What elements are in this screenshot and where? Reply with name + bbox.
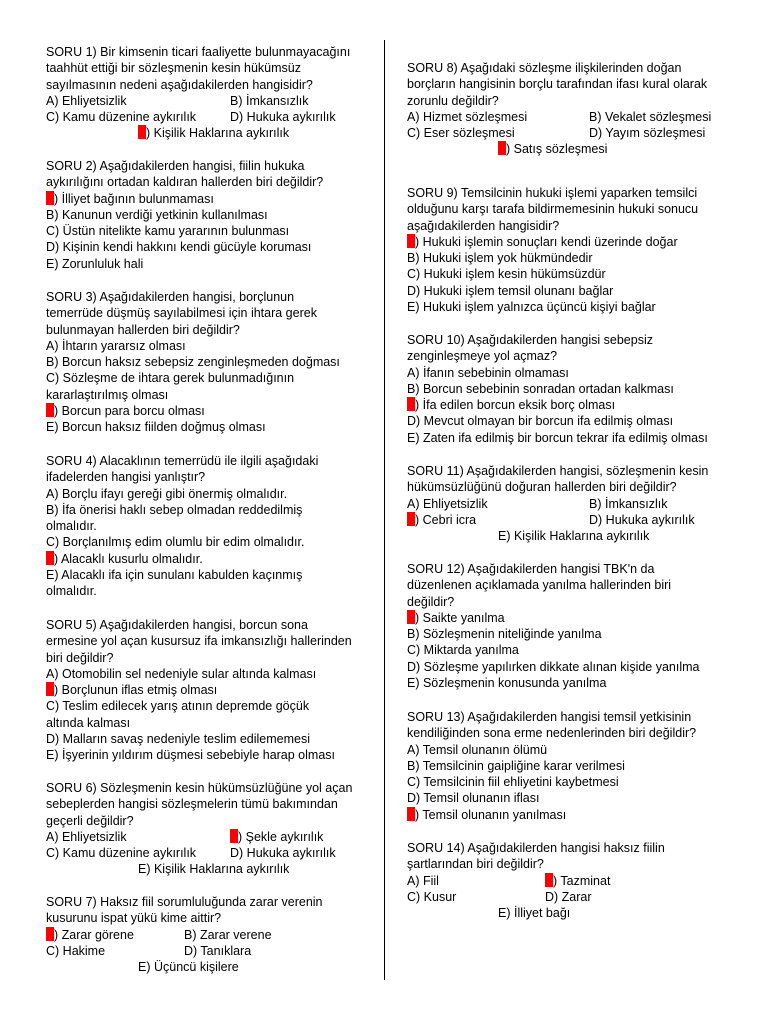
option-c[interactable] <box>407 512 589 528</box>
option-b[interactable]: B) Borcun sebebinin sonradan ortadan kalkması <box>407 381 674 396</box>
question-stem: SORU 1) Bir kimsenin ticari faaliyette bulunmayacağını taahhüt ettiği bir sözleşmenin kesin hükümsüz sayılmasının nedeni aşağıdakilerden hangisidir? <box>46 45 351 92</box>
option-e[interactable]: E) İlliyet bağı <box>498 906 571 921</box>
options-row <box>407 496 725 512</box>
option-d[interactable] <box>46 403 362 419</box>
option-text: ) Borçlunun iflas etmiş olması <box>54 683 218 698</box>
option-d[interactable]: D) Sözleşme yapılırken dikkate alınan kişide yanılma <box>407 659 700 674</box>
option-b[interactable]: B) Vekalet sözleşmesi <box>589 109 712 124</box>
option-b[interactable]: B) Zarar verene <box>184 927 272 942</box>
option-c[interactable]: C) Eser sözleşmesi <box>407 126 515 141</box>
option-a[interactable] <box>46 927 184 943</box>
option-c[interactable]: C) Hakime <box>46 943 106 958</box>
answer-marker <box>46 403 54 417</box>
question-11 <box>407 463 725 544</box>
option-a[interactable]: A) Otomobilin sel nedeniyle sular altında kalması <box>46 666 317 681</box>
question-3 <box>46 289 362 436</box>
question-stem: SORU 3) Aşağıdakilerden hangisi, borçlunun temerrüde düşmüş sayılabilmesi için ihtara gerek bulunmayan hallerden biri değildir? <box>46 290 317 337</box>
question-stem: SORU 14) Aşağıdakilerden hangisi haksız fiilin şartlarından biri değildir? <box>407 841 665 872</box>
options-row <box>46 109 362 125</box>
option-d[interactable]: D) Yayım sözleşmesi <box>589 126 706 141</box>
question-5 <box>46 617 362 764</box>
option-text: ) Şekle aykırılık <box>238 829 324 844</box>
option-b[interactable]: B) Borcun haksız sebepsiz zenginleşmeden doğması <box>46 355 340 370</box>
answer-marker <box>498 141 506 155</box>
option-a[interactable]: A) Ehliyetsizlik <box>46 93 127 108</box>
option-c[interactable]: C) Teslim edilecek yarış atının depremde göçük altında kalması <box>46 699 310 730</box>
option-b[interactable]: B) Hukuki işlem yok hükmündedir <box>407 251 593 266</box>
option-c[interactable]: C) Hukuki işlem kesin hükümsüzdür <box>407 267 606 282</box>
options-row <box>407 125 725 141</box>
option-a[interactable] <box>407 610 725 626</box>
option-text: ) Tazminat <box>553 873 611 888</box>
question-stem: SORU 4) Alacaklının temerrüdü ile ilgili aşağıdaki ifadelerden hangisi yanlıştır? <box>46 454 319 485</box>
option-e[interactable]: E) Alacaklı ifa için sunulanı kabulden kaçınmış olmalıdır. <box>46 568 303 599</box>
option-a[interactable] <box>407 234 725 250</box>
answer-marker <box>407 234 415 248</box>
question-stem: SORU 10) Aşağıdakilerden hangisi sebepsiz zenginleşmeye yol açmaz? <box>407 333 653 364</box>
question-12 <box>407 561 725 691</box>
option-b[interactable]: B) Sözleşmenin niteliğinde yanılma <box>407 627 602 642</box>
question-10 <box>407 332 725 446</box>
question-1 <box>46 44 362 142</box>
question-stem: SORU 5) Aşağıdakilerden hangisi, borcun sona ermesine yol açan kusursuz ifa imkansızlığı hallerinden biri değildir? <box>46 618 352 665</box>
answer-marker <box>138 125 146 139</box>
option-c[interactable]: C) Temsilcinin fiil ehliyetini kaybetmesi <box>407 775 619 790</box>
option-b[interactable] <box>46 682 362 698</box>
option-b[interactable]: B) İmkansızlık <box>230 93 309 108</box>
option-b[interactable] <box>545 873 610 889</box>
answer-marker <box>407 397 415 411</box>
answer-marker <box>46 927 54 941</box>
option-d[interactable]: D) Hukuka aykırılık <box>589 512 695 527</box>
option-text: ) Saikte yanılma <box>415 610 505 625</box>
answer-marker <box>46 682 54 696</box>
option-a[interactable]: A) Temsil olunanın ölümü <box>407 742 548 757</box>
option-e[interactable]: E) Zorunluluk hali <box>46 256 144 271</box>
option-c[interactable]: C) Kusur <box>407 889 457 904</box>
option-text: ) Alacaklı kusurlu olmalıdır. <box>54 551 203 566</box>
option-b[interactable]: B) İmkansızlık <box>589 496 668 511</box>
question-stem: SORU 12) Aşağıdakilerden hangisi TBK'n da düzenlenen açıklamada yanılma hallerinden biri değildir? <box>407 562 672 609</box>
answer-marker <box>46 191 54 205</box>
option-e[interactable]: E) Zaten ifa edilmiş bir borcun tekrar ifa edilmiş olması <box>407 430 708 445</box>
option-d[interactable]: D) Mevcut olmayan bir borcun ifa edilmiş olması <box>407 414 674 429</box>
option-e[interactable]: E) İşyerinin yıldırım düşmesi sebebiyle harap olması <box>46 748 336 763</box>
option-d[interactable]: D) Temsil olunanın iflası <box>407 791 540 806</box>
option-text: ) Cebri icra <box>415 512 477 527</box>
option-e[interactable] <box>407 141 725 157</box>
option-b[interactable]: B) Kanunun verdiği yetkinin kullanılması <box>46 207 268 222</box>
answer-marker <box>407 610 415 624</box>
option-c[interactable] <box>407 397 725 413</box>
question-stem: SORU 2) Aşağıdakilerden hangisi, fiilin hukuka aykırılığını ortadan kaldıran hallerden biri değildir? <box>46 159 324 190</box>
option-c[interactable]: C) Kamu düzenine aykırılık <box>46 110 197 125</box>
question-stem: SORU 9) Temsilcinin hukuki işlemi yaparken temsilci olduğunu karşı tarafa bildirmemesinin hukuki sonucu aşağıdakilerden hangisidir? <box>407 186 699 233</box>
option-a[interactable] <box>46 191 362 207</box>
question-stem: SORU 8) Aşağıdaki sözleşme ilişkilerinden doğan borçların hangisinin borçlu tarafından ifası kural olarak zorunlu değildir? <box>407 61 708 108</box>
answer-marker <box>407 807 415 821</box>
options-row <box>46 93 362 109</box>
option-d[interactable]: D) Hukuka aykırılık <box>230 110 336 125</box>
options-row <box>46 829 362 845</box>
option-a[interactable]: A) Hizmet sözleşmesi <box>407 109 528 124</box>
option-c[interactable]: C) Sözleşme de ihtara gerek bulunmadığının kararlaştırılmış olması <box>46 371 295 402</box>
option-a[interactable]: A) Fiil <box>407 873 439 888</box>
question-4 <box>46 453 362 600</box>
question-stem: SORU 13) Aşağıdakilerden hangisi temsil yetkisinin kendiliğinden sona erme nedenlerinden biri değildir? <box>407 710 697 741</box>
option-d[interactable]: D) Hukuka aykırılık <box>230 846 336 861</box>
question-stem: SORU 6) Sözleşmenin kesin hükümsüzlüğüne yol açan sebeplerden hangisi sözleşmelerin tümü bakımından geçerli değildir? <box>46 781 353 828</box>
answer-marker <box>230 829 238 843</box>
option-d[interactable]: D) Tanıklara <box>184 943 252 958</box>
option-text: ) Borcun para borcu olması <box>54 404 205 419</box>
question-stem: SORU 11) Aşağıdakilerden hangisi, sözleşmenin kesin hükümsüzlüğünü doğuran hallerden biri değildir? <box>407 464 709 495</box>
option-a[interactable]: A) Borçlu ifayı gereği gibi önermiş olmalıdır. <box>46 486 288 501</box>
option-b[interactable] <box>230 829 323 845</box>
options-row <box>46 943 362 959</box>
option-a[interactable]: A) İfanın sebebinin olmaması <box>407 365 569 380</box>
question-6 <box>46 780 362 878</box>
option-c[interactable]: C) Borçlanılmış edim olumlu bir edim olmalıdır. <box>46 535 305 550</box>
option-d[interactable] <box>46 551 362 567</box>
options-row <box>407 873 725 889</box>
option-text: ) Hukuki işlemin sonuçları kendi üzerinde doğar <box>415 234 678 249</box>
options-row <box>407 889 725 905</box>
answer-marker <box>545 873 553 887</box>
option-c[interactable]: C) Üstün nitelikte kamu yararının bulunması <box>46 224 290 239</box>
option-e[interactable]: E) Sözleşmenin konusunda yanılma <box>407 676 607 691</box>
options-row <box>407 512 725 528</box>
option-c[interactable]: C) Miktarda yanılma <box>407 643 519 658</box>
option-e[interactable] <box>46 125 362 141</box>
options-row <box>46 845 362 861</box>
option-b[interactable]: B) İfa önerisi haklı sebep olmadan reddedilmiş olmalıdır. <box>46 502 303 534</box>
option-e[interactable]: E) Hukuki işlem yalnızca üçüncü kişiyi bağlar <box>407 300 656 315</box>
option-text: ) Temsil olunanın yanılması <box>415 807 567 822</box>
option-d[interactable]: D) Kişinin kendi hakkını kendi gücüyle koruması <box>46 240 312 255</box>
option-text: ) Satış sözleşmesi <box>506 142 608 157</box>
question-8 <box>407 60 725 158</box>
option-e[interactable]: E) Borcun haksız fiilden doğmuş olması <box>46 420 266 435</box>
options-row <box>407 109 725 125</box>
answer-marker <box>46 551 54 565</box>
question-13 <box>407 709 725 823</box>
option-a[interactable]: A) İhtarın yararsız olması <box>46 338 186 353</box>
option-d[interactable]: D) Malların savaş nedeniyle teslim edilememesi <box>46 732 310 747</box>
option-e[interactable]: E) Kişilik Haklarına aykırılık <box>498 529 650 544</box>
option-text: ) İlliyet bağının bulunmaması <box>54 191 214 206</box>
question-2 <box>46 158 362 272</box>
options-row <box>46 927 362 943</box>
option-text: ) Zarar görene <box>54 927 134 942</box>
question-7 <box>46 894 362 975</box>
question-9 <box>407 185 725 315</box>
option-text: ) İfa edilen borcun eksik borç olması <box>415 398 616 413</box>
option-text: ) Kişilik Haklarına aykırılık <box>146 126 290 141</box>
option-e[interactable] <box>407 807 725 823</box>
option-c[interactable]: C) Kamu düzenine aykırılık <box>46 846 197 861</box>
option-d[interactable]: D) Zarar <box>545 889 592 904</box>
option-a[interactable]: A) Ehliyetsizlik <box>407 496 488 511</box>
answer-marker <box>407 512 415 526</box>
question-14 <box>407 840 725 921</box>
option-b[interactable]: B) Temsilcinin gaipliğine karar verilmesi <box>407 758 625 773</box>
column-divider <box>384 40 385 980</box>
option-d[interactable]: D) Hukuki işlem temsil olunanı bağlar <box>407 283 614 298</box>
option-a[interactable]: A) Ehliyetsizlik <box>46 829 127 844</box>
option-e[interactable]: E) Üçüncü kişilere <box>138 960 239 975</box>
question-stem: SORU 7) Haksız fiil sorumluluğunda zarar verenin kusurunu ispat yükü kime aittir? <box>46 895 323 926</box>
option-e[interactable]: E) Kişilik Haklarına aykırılık <box>138 862 290 877</box>
